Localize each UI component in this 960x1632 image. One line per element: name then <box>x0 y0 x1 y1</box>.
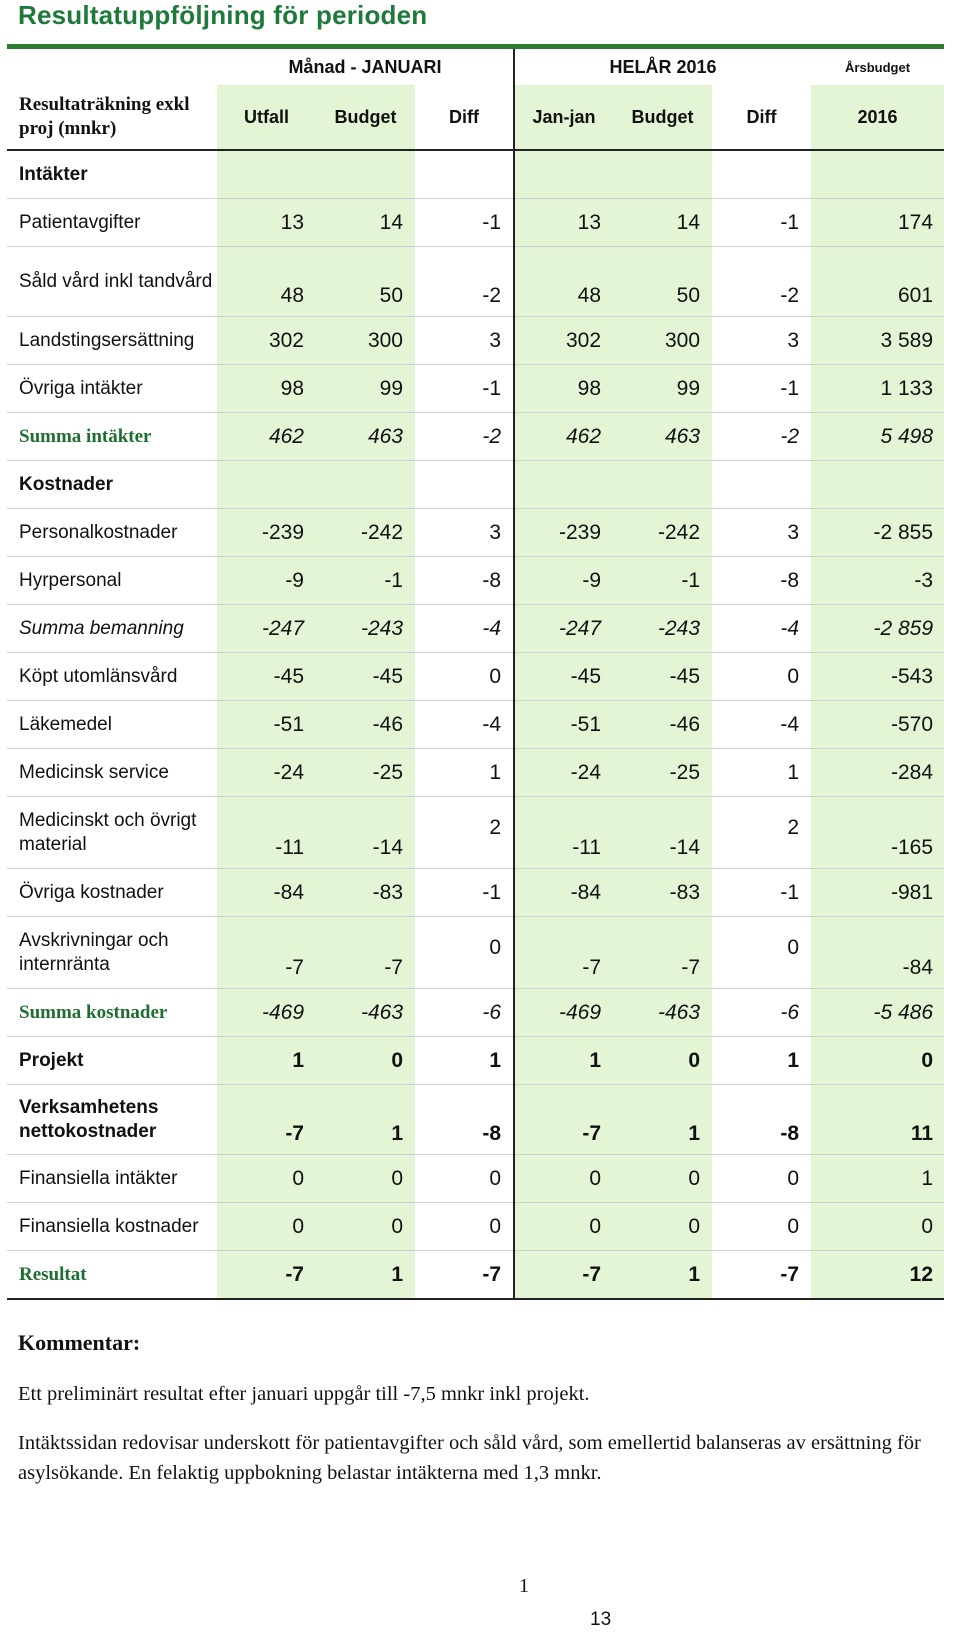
table-cell: 1 <box>811 1155 944 1203</box>
col-header: Diff <box>415 85 514 150</box>
table-cell: 14 <box>316 199 415 247</box>
table-cell: 50 <box>316 247 415 317</box>
table-row <box>7 317 944 365</box>
table-cell: -1 <box>415 869 514 917</box>
table-cell: -83 <box>613 869 712 917</box>
table-cell: -247 <box>217 605 316 653</box>
table-cell: -45 <box>316 653 415 701</box>
table-cell: 13 <box>514 199 613 247</box>
table-cell: -2 859 <box>811 605 944 653</box>
header-group-row <box>7 49 944 85</box>
table-cell: 48 <box>217 247 316 317</box>
table-cell: -84 <box>811 917 944 989</box>
row-label: Summa kostnader <box>7 989 217 1037</box>
table-cell: -4 <box>712 605 811 653</box>
table-cell: -8 <box>712 1085 811 1155</box>
table-cell: -247 <box>514 605 613 653</box>
row-label: Personalkostnader <box>7 509 217 557</box>
table-row <box>7 701 944 749</box>
table-cell: 0 <box>316 1203 415 1251</box>
col-header: 2016 <box>811 85 944 150</box>
table-row <box>7 199 944 247</box>
row-label: Landstingsersättning <box>7 317 217 365</box>
table-cell: 0 <box>712 917 811 989</box>
table-cell: 1 <box>415 1037 514 1085</box>
table-cell: -46 <box>316 701 415 749</box>
col-header: Utfall <box>217 85 316 150</box>
table-cell: 1 133 <box>811 365 944 413</box>
table-row <box>7 413 944 461</box>
table-cell <box>811 150 944 199</box>
table-cell: -6 <box>712 989 811 1037</box>
table-cell: 2 <box>415 797 514 869</box>
table-cell: 0 <box>613 1155 712 1203</box>
table-cell: -1 <box>415 199 514 247</box>
group-annual-budget: Årsbudget <box>845 59 911 75</box>
table-cell <box>712 150 811 199</box>
table-cell: -84 <box>514 869 613 917</box>
row-label: Kostnader <box>7 461 217 509</box>
page-number: 1 <box>519 1575 529 1597</box>
table-cell: -469 <box>217 989 316 1037</box>
table-cell: 1 <box>712 1037 811 1085</box>
table-cell: -7 <box>217 917 316 989</box>
table-cell: 0 <box>811 1203 944 1251</box>
table-cell: -242 <box>613 509 712 557</box>
table-cell: 3 <box>415 317 514 365</box>
table-cell: -8 <box>415 1085 514 1155</box>
page-number-footer: 13 <box>590 1609 612 1630</box>
row-label: Resultat <box>7 1251 217 1300</box>
col-header: Diff <box>712 85 811 150</box>
table-cell: 50 <box>613 247 712 317</box>
table-cell: 98 <box>217 365 316 413</box>
table-cell: -45 <box>514 653 613 701</box>
table-cell: 0 <box>712 1203 811 1251</box>
table-cell: 300 <box>316 317 415 365</box>
table-cell: -2 <box>415 247 514 317</box>
table-cell: -4 <box>415 605 514 653</box>
group-year: HELÅR 2016 <box>514 49 811 85</box>
table-cell: -242 <box>316 509 415 557</box>
table-cell: -239 <box>514 509 613 557</box>
table-cell: 0 <box>712 653 811 701</box>
table-cell: 0 <box>514 1155 613 1203</box>
table-cell: -9 <box>217 557 316 605</box>
table-cell <box>217 150 316 199</box>
table-cell: 300 <box>613 317 712 365</box>
table-cell: 48 <box>514 247 613 317</box>
col-header: Budget <box>613 85 712 150</box>
row-label: Medicinskt och övrigt material <box>7 797 217 869</box>
table-row <box>7 1037 944 1085</box>
table-cell: 11 <box>811 1085 944 1155</box>
table-cell: -1 <box>712 365 811 413</box>
table-cell: 302 <box>217 317 316 365</box>
table-cell: 12 <box>811 1251 944 1300</box>
table-cell: -7 <box>415 1251 514 1300</box>
table-row <box>7 150 944 199</box>
row-label-header: Resultaträkning exkl proj (mnkr) <box>7 85 217 150</box>
table-cell: 3 <box>712 317 811 365</box>
row-label: Såld vård inkl tandvård <box>7 247 217 317</box>
table-cell: -463 <box>316 989 415 1037</box>
row-label: Projekt <box>7 1037 217 1085</box>
table-cell: 0 <box>811 1037 944 1085</box>
table-cell: -51 <box>217 701 316 749</box>
table-cell: -2 <box>712 247 811 317</box>
row-label: Medicinsk service <box>7 749 217 797</box>
table-cell: 302 <box>514 317 613 365</box>
table-cell: -469 <box>514 989 613 1037</box>
table-cell <box>316 150 415 199</box>
table-cell: -570 <box>811 701 944 749</box>
table-cell: 601 <box>811 247 944 317</box>
row-label: Summa bemanning <box>7 605 217 653</box>
table-cell <box>811 461 944 509</box>
table-row <box>7 653 944 701</box>
table-cell: 0 <box>415 1203 514 1251</box>
table-cell: -1 <box>613 557 712 605</box>
table-row <box>7 365 944 413</box>
table-cell <box>514 150 613 199</box>
table-row <box>7 869 944 917</box>
table-row <box>7 797 944 869</box>
table-cell: 0 <box>415 1155 514 1203</box>
table-cell: -243 <box>613 605 712 653</box>
table-cell: -7 <box>217 1085 316 1155</box>
table-cell: -14 <box>316 797 415 869</box>
table-cell: -7 <box>316 917 415 989</box>
table-cell: -6 <box>415 989 514 1037</box>
table-cell: -8 <box>415 557 514 605</box>
table-cell: 1 <box>415 749 514 797</box>
table-cell: 13 <box>217 199 316 247</box>
table-cell: -1 <box>316 557 415 605</box>
table-cell: -7 <box>613 917 712 989</box>
table-cell: -284 <box>811 749 944 797</box>
table-row <box>7 1203 944 1251</box>
table-cell: 14 <box>613 199 712 247</box>
result-table <box>7 49 944 1300</box>
table-cell: 0 <box>316 1155 415 1203</box>
comment-heading: Kommentar: <box>18 1330 141 1355</box>
table-cell: 0 <box>217 1155 316 1203</box>
table-cell <box>613 150 712 199</box>
table-cell: 98 <box>514 365 613 413</box>
table-cell: 1 <box>514 1037 613 1085</box>
table-cell: -45 <box>217 653 316 701</box>
table-cell: 0 <box>217 1203 316 1251</box>
table-cell <box>514 461 613 509</box>
row-label: Summa intäkter <box>7 413 217 461</box>
table-cell: -165 <box>811 797 944 869</box>
table-cell: -24 <box>514 749 613 797</box>
table-cell: -7 <box>217 1251 316 1300</box>
table-cell: 3 <box>415 509 514 557</box>
table-row <box>7 917 944 989</box>
table-cell: -45 <box>613 653 712 701</box>
table-cell: 3 <box>712 509 811 557</box>
row-label: Verksamhetens nettokostnader <box>7 1085 217 1155</box>
table-row <box>7 605 944 653</box>
row-label: Avskrivningar och internränta <box>7 917 217 989</box>
table-row <box>7 749 944 797</box>
table-cell: -11 <box>514 797 613 869</box>
table-cell: -4 <box>712 701 811 749</box>
table-cell <box>613 461 712 509</box>
table-cell: -7 <box>514 917 613 989</box>
col-header: Jan-jan <box>514 85 613 150</box>
table-cell: 3 589 <box>811 317 944 365</box>
row-label: Patientavgifter <box>7 199 217 247</box>
table-cell: -239 <box>217 509 316 557</box>
table-cell: 99 <box>316 365 415 413</box>
table-cell: -463 <box>613 989 712 1037</box>
table-cell: -24 <box>217 749 316 797</box>
table-cell <box>415 150 514 199</box>
table-cell: 1 <box>712 749 811 797</box>
group-month: Månad - JANUARI <box>288 56 442 77</box>
table-cell: -2 855 <box>811 509 944 557</box>
row-label: Läkemedel <box>7 701 217 749</box>
table-cell: -1 <box>415 365 514 413</box>
row-label: Övriga kostnader <box>7 869 217 917</box>
row-label: Finansiella intäkter <box>7 1155 217 1203</box>
table-cell: 1 <box>316 1251 415 1300</box>
table-cell: 0 <box>613 1203 712 1251</box>
table-cell <box>415 461 514 509</box>
table-cell <box>217 461 316 509</box>
table-row <box>7 509 944 557</box>
table-row <box>7 1085 944 1155</box>
page-title: Resultatuppföljning för perioden <box>18 0 428 30</box>
table-cell: -46 <box>613 701 712 749</box>
table-row <box>7 1251 944 1300</box>
row-label: Övriga intäkter <box>7 365 217 413</box>
table-row <box>7 1155 944 1203</box>
row-label: Intäkter <box>7 150 217 199</box>
table-cell: -1 <box>712 869 811 917</box>
table-cell: -2 <box>415 413 514 461</box>
table-cell: -7 <box>514 1085 613 1155</box>
table-cell: -4 <box>415 701 514 749</box>
table-cell: 5 498 <box>811 413 944 461</box>
table-cell: -1 <box>712 199 811 247</box>
table-cell <box>316 461 415 509</box>
table-cell: 463 <box>613 413 712 461</box>
table-cell: -2 <box>712 413 811 461</box>
table-cell: 0 <box>415 917 514 989</box>
table-cell: 0 <box>514 1203 613 1251</box>
header-column-row <box>7 85 944 150</box>
table-cell: 462 <box>217 413 316 461</box>
table-cell: -11 <box>217 797 316 869</box>
table-cell: 0 <box>316 1037 415 1085</box>
table-cell: 1 <box>217 1037 316 1085</box>
table-cell: -7 <box>514 1251 613 1300</box>
table-cell: 1 <box>613 1085 712 1155</box>
table-row <box>7 247 944 317</box>
table-cell: -5 486 <box>811 989 944 1037</box>
row-label: Köpt utomlänsvård <box>7 653 217 701</box>
col-header: Budget <box>316 85 415 150</box>
table-cell: -25 <box>613 749 712 797</box>
table-cell: -84 <box>217 869 316 917</box>
table-cell: 0 <box>613 1037 712 1085</box>
table-cell: -981 <box>811 869 944 917</box>
table-cell: -7 <box>712 1251 811 1300</box>
table-cell: 0 <box>415 653 514 701</box>
table-cell: 174 <box>811 199 944 247</box>
table-row <box>7 989 944 1037</box>
table-cell: 2 <box>712 797 811 869</box>
table-cell: -25 <box>316 749 415 797</box>
table-cell: -8 <box>712 557 811 605</box>
table-cell: -51 <box>514 701 613 749</box>
table-cell: 462 <box>514 413 613 461</box>
table-row <box>7 461 944 509</box>
table-cell <box>712 461 811 509</box>
table-cell: 1 <box>316 1085 415 1155</box>
table-cell: 1 <box>613 1251 712 1300</box>
table-cell: -543 <box>811 653 944 701</box>
table-cell: -9 <box>514 557 613 605</box>
comment-paragraph-2: Intäktssidan redovisar underskott för patientavgifter och såld vård, som emellertid balanseras av ersättning för asylsökande. En felaktig uppbokning belastar intäkterna med 1,3 mnkr. <box>18 1432 921 1484</box>
table-cell: 99 <box>613 365 712 413</box>
table-cell: -3 <box>811 557 944 605</box>
table-cell: -14 <box>613 797 712 869</box>
row-label: Finansiella kostnader <box>7 1203 217 1251</box>
table-cell: 0 <box>712 1155 811 1203</box>
comment-paragraph-1: Ett preliminärt resultat efter januari uppgår till -7,5 mnkr inkl projekt. <box>18 1383 590 1405</box>
table-cell: -83 <box>316 869 415 917</box>
row-label: Hyrpersonal <box>7 557 217 605</box>
table-cell: 463 <box>316 413 415 461</box>
table-row <box>7 557 944 605</box>
table-cell: -243 <box>316 605 415 653</box>
